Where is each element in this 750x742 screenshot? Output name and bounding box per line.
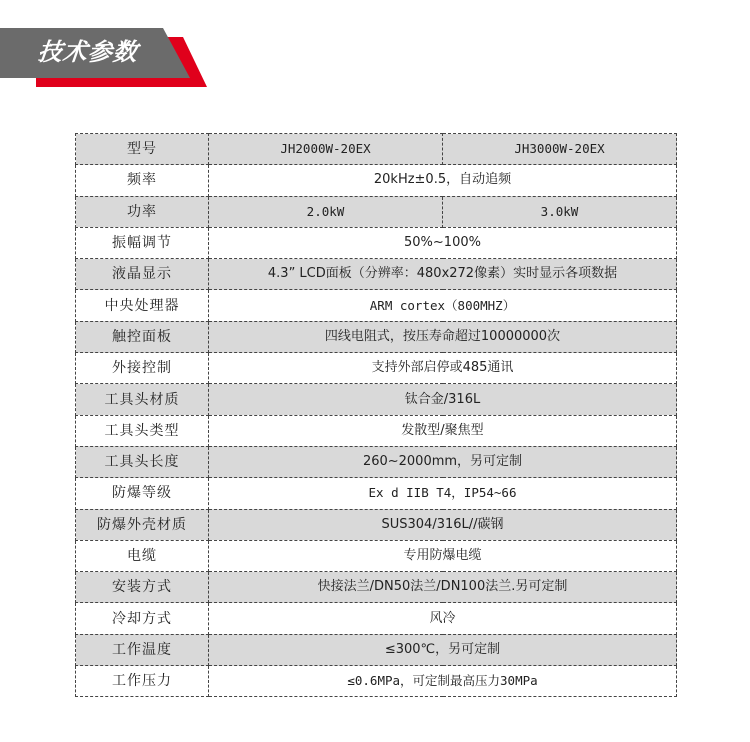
row-value: 钛合金/316L [209,384,677,415]
table-row [76,478,677,509]
row-value: SUS304/316L//碳钢 [209,509,677,540]
model-value-2: JH3000W-20EX [443,134,677,165]
row-label: 工作压力 [76,666,209,697]
section-title: 技术参数 [36,38,140,66]
row-label: 液晶显示 [76,259,209,290]
row-label: 冷却方式 [76,603,209,634]
row-value: 发散型/聚焦型 [209,415,677,446]
row-label: 触控面板 [76,321,209,352]
row-value: 专用防爆电缆 [209,540,677,571]
table-row [76,415,677,446]
power-value-2: 3.0kW [443,196,677,227]
row-value: 支持外部启停或485通讯 [209,353,677,384]
row-label: 工作温度 [76,634,209,665]
row-value: ≤300℃，另可定制 [209,634,677,665]
table-row [76,353,677,384]
row-label: 安装方式 [76,572,209,603]
row-value: 20kHz±0.5，自动追频 [209,165,677,196]
table-row [76,227,677,258]
row-label: 功率 [76,196,209,227]
row-label: 频率 [76,165,209,196]
table-row [76,196,677,227]
table-row [76,384,677,415]
row-label: 外接控制 [76,353,209,384]
row-value: 4.3” LCD面板（分辨率：480x272像素）实时显示各项数据 [209,259,677,290]
row-value: 风冷 [209,603,677,634]
table-row [76,509,677,540]
row-label: 电缆 [76,540,209,571]
table-row [76,666,677,697]
table-row [76,259,677,290]
row-label: 工具头长度 [76,446,209,477]
row-label: 工具头材质 [76,384,209,415]
row-value: 260~2000mm，另可定制 [209,446,677,477]
table-row [76,446,677,477]
table-row [76,540,677,571]
row-label: 振幅调节 [76,227,209,258]
row-label: 防爆外壳材质 [76,509,209,540]
row-value: 四线电阻式，按压寿命超过10000000次 [209,321,677,352]
row-value: 快接法兰/DN50法兰/DN100法兰.另可定制 [209,572,677,603]
row-value: 50%~100% [209,227,677,258]
section-header-banner [0,0,220,100]
row-label: 工具头类型 [76,415,209,446]
table-row-model [76,134,677,165]
row-label: 型号 [76,134,209,165]
row-value: ≤0.6MPa，可定制最高压力30MPa [209,666,677,697]
table-row [76,321,677,352]
table-row [76,290,677,321]
power-value-1: 2.0kW [209,196,443,227]
table-row [76,572,677,603]
row-label: 中央处理器 [76,290,209,321]
row-value: ARM cortex（800MHZ） [209,290,677,321]
row-label: 防爆等级 [76,478,209,509]
table-row [76,634,677,665]
table-row [76,603,677,634]
row-value: Ex d IIB T4，IP54~66 [209,478,677,509]
model-value-1: JH2000W-20EX [209,134,443,165]
table-row [76,165,677,196]
spec-table [75,133,677,697]
